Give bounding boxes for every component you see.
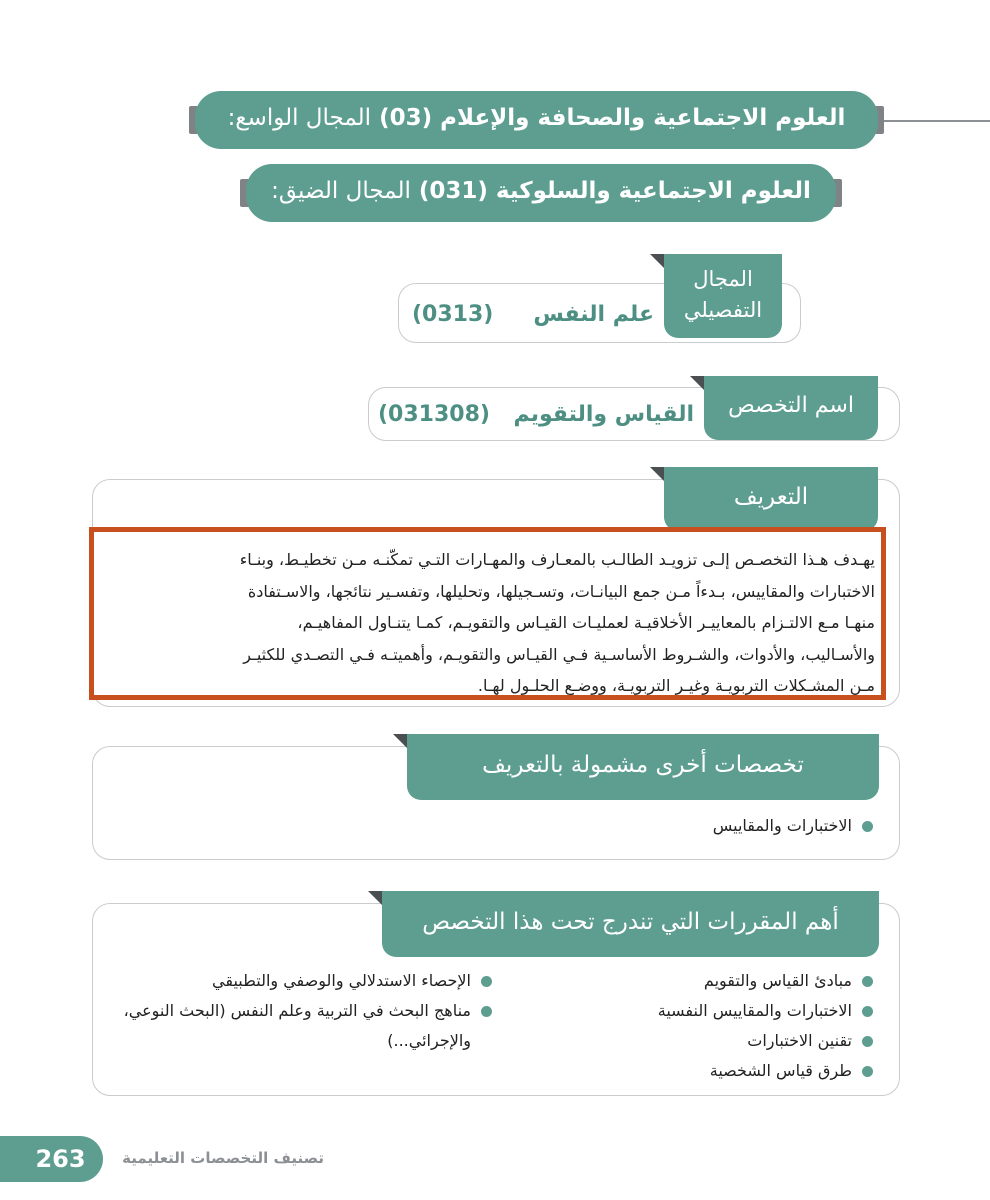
specialization-code: (031308) (378, 401, 490, 427)
detailed-field-content (412, 298, 654, 330)
other-specializations-tab (407, 734, 879, 800)
narrow-field-banner (246, 164, 836, 222)
courses-right-column (560, 966, 876, 1086)
list-item-text: الإحصاء الاستدلالي والوصفي والتطبيقي (212, 971, 471, 990)
specialization-label: اسم التخصص (728, 393, 854, 418)
detailed-field-code: (0313) (412, 301, 494, 327)
broad-field-value: العلوم الاجتماعية والصحافة والإعلام (03) (379, 105, 846, 131)
courses-title: أهم المقررات التي تندرج تحت هذا التخصص (422, 909, 839, 935)
bullet-icon (862, 1006, 873, 1017)
bullet-icon (862, 976, 873, 987)
tab-fold (650, 254, 664, 268)
list-item (560, 966, 876, 996)
definition-text (100, 544, 875, 702)
tab-fold (650, 467, 664, 481)
broad-field-label: المجال الواسع: (227, 105, 372, 131)
definition-line: الاختبارات والمقاييس، بـدءاً مـن جمع البيانـات، وتسـجيلها، وتحليلها، وتفسـير نتائجها، والاسـتفادة (247, 581, 875, 601)
list-item (100, 966, 495, 996)
tab-fold (393, 734, 407, 748)
page-number: 263 (35, 1145, 86, 1173)
tab-fold (690, 376, 704, 390)
list-item (560, 1026, 876, 1056)
list-item-text: الاختبارات والمقاييس النفسية (657, 1001, 852, 1020)
detailed-field-tab (664, 254, 782, 338)
page-number-badge (0, 1136, 103, 1182)
bullet-icon (481, 1006, 492, 1017)
definition-line: والأسـاليب، والأدوات، والشـروط الأساسـية فـي القيـاس والتقويـم، وأهميتـه فـي التصـدي للكثيـر (243, 644, 875, 664)
list-item (560, 996, 876, 1026)
detailed-field-label-line2: التفصيلي (683, 298, 763, 322)
broad-field-banner (195, 91, 878, 149)
definition-line: منهـا مـع الالتـزام بالمعاييـر الأخلاقيـة لعمليـات القيـاس والتقويـم، كمـا يتنـاول المفاهيـم، (297, 613, 875, 632)
bullet-icon (481, 976, 492, 987)
list-item (100, 996, 495, 1056)
other-specializations-title: تخصصات أخرى مشمولة بالتعريف (482, 752, 804, 778)
connector-line-broad (880, 120, 990, 122)
bullet-icon (862, 1036, 873, 1047)
list-item-text: الاختبارات والمقاييس (712, 816, 852, 835)
specialization-name: القياس والتقويم (513, 401, 694, 427)
tab-fold (368, 891, 382, 905)
narrow-field-label: المجال الضيق: (271, 178, 411, 204)
courses-tab (382, 891, 879, 957)
other-specializations-list (500, 811, 876, 841)
specialization-content (378, 397, 694, 431)
detailed-field-label-line1: المجال (693, 267, 753, 291)
list-item-text: مناهج البحث في التربية وعلم النفس (البحث النوعي، والإجرائي...) (123, 1001, 471, 1050)
definition-line: مـن المشـكلات التربويـة وغيـر التربويـة، ووضـع الحلـول لهـا. (477, 676, 875, 695)
narrow-field-value: العلوم الاجتماعية والسلوكية (031) (418, 178, 811, 204)
detailed-field-name: علم النفس (533, 301, 654, 327)
definition-line: يهـدف هـذا التخصـص إلـى تزويـد الطالـب بالمعـارف والمهـارات التـي تمكّنـه مـن تخطيـط، وبنـاء (239, 550, 875, 569)
definition-title: التعريف (733, 484, 809, 510)
bullet-icon (862, 1066, 873, 1077)
bullet-icon (862, 821, 873, 832)
list-item-text: تقنين الاختبارات (747, 1031, 852, 1050)
list-item-text: مبادئ القياس والتقويم (703, 971, 852, 990)
list-item-text: طرق قياس الشخصية (709, 1061, 852, 1080)
list-item (560, 1056, 876, 1086)
specialization-tab (704, 376, 878, 440)
courses-left-column (100, 966, 495, 1056)
definition-tab (664, 467, 878, 531)
footer-book-title: تصنيف التخصصات التعليمية (122, 1149, 324, 1167)
list-item (500, 811, 876, 841)
